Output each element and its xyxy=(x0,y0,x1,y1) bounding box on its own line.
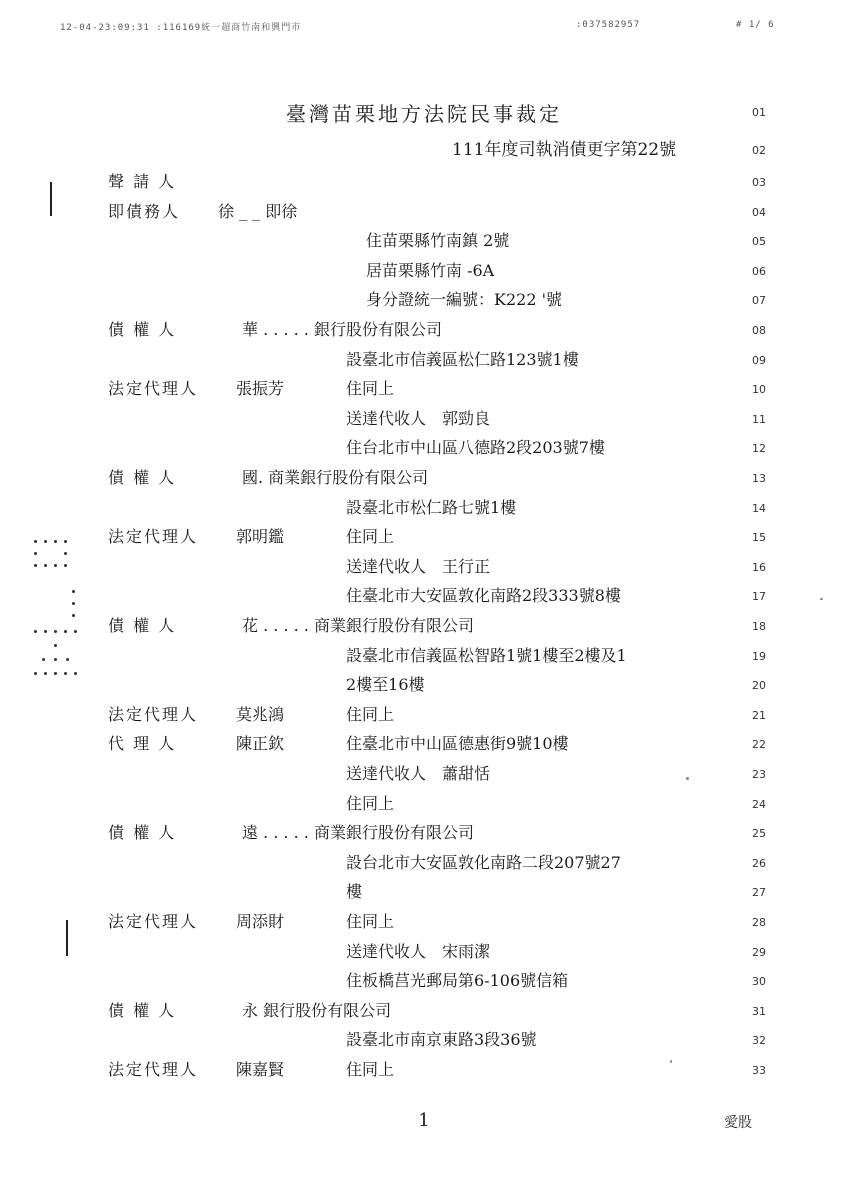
party-role: 法定代理人 xyxy=(108,912,199,931)
binding-hole-dot xyxy=(44,672,47,675)
party-detail: 住臺北市中山區德惠街9號10樓 xyxy=(346,734,569,753)
line-number: 15 xyxy=(752,531,766,544)
binding-hole-dot xyxy=(42,658,45,661)
party-name: 莫兆鴻 xyxy=(236,705,285,724)
binding-hole-dot xyxy=(54,672,57,675)
scan-speck xyxy=(686,777,689,780)
binding-hole-dot xyxy=(34,552,37,555)
line-number: 32 xyxy=(752,1034,766,1047)
party-detail: 身分證統一編號：K222 '號 xyxy=(366,290,562,309)
binding-hole-dot xyxy=(44,564,47,567)
margin-mark xyxy=(66,920,68,956)
binding-hole-dot xyxy=(34,540,37,543)
party-role: 債 權 人 xyxy=(108,468,177,487)
binding-hole-dot xyxy=(54,658,57,661)
party-detail: 住同上 xyxy=(346,705,395,724)
party-role: 法定代理人 xyxy=(108,705,199,724)
party-detail: 住同上 xyxy=(346,912,395,931)
line-number: 17 xyxy=(752,590,766,603)
line-number: 25 xyxy=(752,827,766,840)
binding-hole-dot xyxy=(54,644,57,647)
party-name: 花 . . . . . 商業銀行股份有限公司 xyxy=(242,616,474,635)
binding-hole-dot xyxy=(34,564,37,567)
party-role: 即債務人 xyxy=(108,202,181,221)
fax-header-right: # 1/ 6 xyxy=(736,20,775,30)
party-name: 華 . . . . . 銀行股份有限公司 xyxy=(242,320,442,339)
binding-hole-dot xyxy=(34,630,37,633)
party-detail: 住臺北市大安區敦化南路2段333號8樓 xyxy=(346,586,621,605)
party-name: 周添財 xyxy=(236,912,285,931)
scan-speck xyxy=(670,1060,672,1063)
line-number: 23 xyxy=(752,768,766,781)
line-number: 03 xyxy=(752,176,766,189)
party-role: 聲 請 人 xyxy=(108,172,177,191)
party-name: 永 銀行股份有限公司 xyxy=(242,1001,392,1020)
line-number: 05 xyxy=(752,235,766,248)
party-role: 債 權 人 xyxy=(108,616,177,635)
line-number: 24 xyxy=(752,798,766,811)
case-number: 111年度司執消債更字第22號 xyxy=(452,140,677,160)
line-number: 08 xyxy=(752,324,766,337)
party-detail: 居苗栗縣竹南 -6A xyxy=(366,261,495,280)
binding-hole-dot xyxy=(44,630,47,633)
document-title: 臺灣苗栗地方法院民事裁定 xyxy=(286,102,562,126)
binding-hole-dot xyxy=(44,540,47,543)
party-detail: 送達代收人 郭勁良 xyxy=(346,409,491,428)
party-detail: 樓 xyxy=(346,882,363,901)
line-number: 19 xyxy=(752,650,766,663)
party-detail: 住板橋莒光郵局第6-106號信箱 xyxy=(346,971,569,990)
party-detail: 住同上 xyxy=(346,379,395,398)
party-role: 法定代理人 xyxy=(108,1060,199,1079)
party-role: 債 權 人 xyxy=(108,320,177,339)
party-name: 陳嘉賢 xyxy=(236,1060,285,1079)
party-role: 債 權 人 xyxy=(108,823,177,842)
party-role: 代 理 人 xyxy=(108,734,177,753)
binding-hole-dot xyxy=(72,602,75,605)
binding-hole-dot xyxy=(66,658,69,661)
party-name: 徐 _ _ 即徐 xyxy=(218,202,298,221)
page-number: 1 xyxy=(418,1110,430,1131)
line-number: 09 xyxy=(752,354,766,367)
line-number: 16 xyxy=(752,561,766,574)
binding-hole-dot xyxy=(74,630,77,633)
binding-hole-dot xyxy=(72,614,75,617)
party-detail: 2樓至16樓 xyxy=(346,675,425,694)
party-role: 法定代理人 xyxy=(108,379,199,398)
line-number: 30 xyxy=(752,975,766,988)
line-number: 10 xyxy=(752,383,766,396)
binding-hole-dot xyxy=(72,590,75,593)
party-detail: 設臺北市信義區松智路1號1樓至2樓及1 xyxy=(346,646,627,665)
party-name: 郭明鑑 xyxy=(236,527,285,546)
binding-hole-dot xyxy=(64,552,67,555)
party-detail: 住苗栗縣竹南鎮 2號 xyxy=(366,231,510,250)
party-detail: 住同上 xyxy=(346,794,395,813)
party-detail: 住台北市中山區八德路2段203號7樓 xyxy=(346,438,605,457)
division-stamp: 愛股 xyxy=(724,1115,752,1131)
binding-hole-dot xyxy=(74,672,77,675)
line-number: 31 xyxy=(752,1005,766,1018)
fax-header-middle: :037582957 xyxy=(576,20,641,30)
line-number: 02 xyxy=(752,144,766,157)
line-number: 11 xyxy=(752,413,766,426)
margin-mark xyxy=(50,182,52,216)
party-detail: 住同上 xyxy=(346,1060,395,1079)
party-detail: 設臺北市松仁路七號1樓 xyxy=(346,498,517,517)
binding-holes xyxy=(34,540,82,680)
line-number: 28 xyxy=(752,916,766,929)
line-number: 21 xyxy=(752,709,766,722)
fax-header-left: 12-04-23:09:31 :116169統一超商竹南和興門市 xyxy=(60,23,302,33)
party-name: 張振芳 xyxy=(236,379,285,398)
line-number: 14 xyxy=(752,502,766,515)
line-number: 12 xyxy=(752,442,766,455)
party-detail: 住同上 xyxy=(346,527,395,546)
binding-hole-dot xyxy=(34,672,37,675)
line-number: 13 xyxy=(752,472,766,485)
binding-hole-dot xyxy=(54,540,57,543)
binding-hole-dot xyxy=(64,630,67,633)
party-name: 陳正欽 xyxy=(236,734,285,753)
party-role: 債 權 人 xyxy=(108,1001,177,1020)
line-number: 29 xyxy=(752,946,766,959)
party-name: 國. 商業銀行股份有限公司 xyxy=(242,468,429,487)
binding-hole-dot xyxy=(64,564,67,567)
scan-speck xyxy=(820,598,823,600)
line-number: 07 xyxy=(752,294,766,307)
line-number: 20 xyxy=(752,679,766,692)
binding-hole-dot xyxy=(64,672,67,675)
party-name: 遠 . . . . . 商業銀行股份有限公司 xyxy=(242,823,474,842)
binding-hole-dot xyxy=(54,630,57,633)
line-number: 27 xyxy=(752,886,766,899)
line-number: 22 xyxy=(752,738,766,751)
binding-hole-dot xyxy=(64,540,67,543)
line-number: 01 xyxy=(752,106,766,119)
party-detail: 送達代收人 蕭甜恬 xyxy=(346,764,491,783)
line-number: 26 xyxy=(752,857,766,870)
party-role: 法定代理人 xyxy=(108,527,199,546)
party-detail: 送達代收人 宋雨潔 xyxy=(346,942,491,961)
line-number: 18 xyxy=(752,620,766,633)
party-detail: 送達代收人 王行正 xyxy=(346,557,491,576)
party-detail: 設臺北市南京東路3段36號 xyxy=(346,1030,537,1049)
party-detail: 設臺北市信義區松仁路123號1樓 xyxy=(346,350,579,369)
line-number: 06 xyxy=(752,265,766,278)
line-number: 33 xyxy=(752,1064,766,1077)
party-detail: 設台北市大安區敦化南路二段207號27 xyxy=(346,853,621,872)
binding-hole-dot xyxy=(54,564,57,567)
line-number: 04 xyxy=(752,206,766,219)
